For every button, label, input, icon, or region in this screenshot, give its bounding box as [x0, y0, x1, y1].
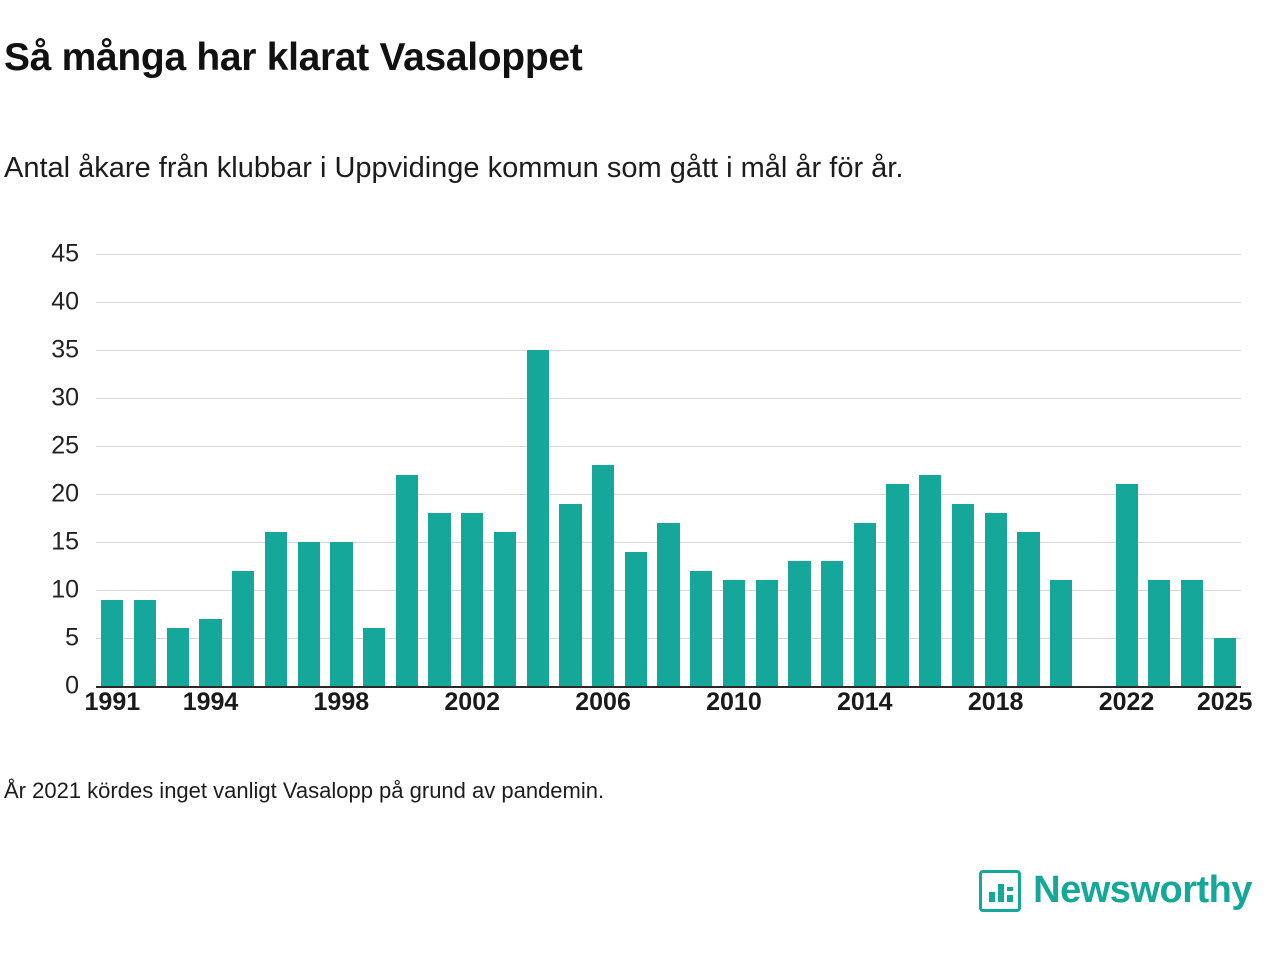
- bar-slot: [554, 254, 587, 686]
- bar: [1017, 532, 1039, 686]
- bar: [363, 628, 385, 686]
- x-tick-label: 2014: [836, 688, 893, 716]
- bar: [625, 552, 647, 686]
- y-tick-label: 30: [51, 383, 79, 412]
- bar-slot: [292, 254, 325, 686]
- bar: [756, 580, 778, 686]
- bar-slot: [1012, 254, 1045, 686]
- x-tick-label: 2002: [444, 688, 501, 716]
- bar-slot: [358, 254, 391, 686]
- bar: [690, 571, 712, 686]
- x-tick-label: 2006: [575, 688, 631, 716]
- bar-slot: [816, 254, 849, 686]
- bar: [1148, 580, 1170, 686]
- bar: [232, 571, 254, 686]
- bar-slot: [260, 254, 293, 686]
- bar-slot: [96, 254, 129, 686]
- bar: [101, 600, 123, 686]
- bar-slot: [881, 254, 914, 686]
- bar-slot: [521, 254, 554, 686]
- x-tick-label: 2025: [1196, 688, 1253, 716]
- y-tick-label: 15: [51, 527, 79, 556]
- bar-slot: [1143, 254, 1176, 686]
- bar: [396, 475, 418, 686]
- x-tick-label: 1998: [313, 688, 370, 716]
- bar-slot: [652, 254, 685, 686]
- x-tick-label: 1991: [84, 688, 141, 716]
- bar-slot: [718, 254, 751, 686]
- x-tick-label: 2018: [967, 688, 1024, 716]
- bar: [559, 504, 581, 686]
- x-axis-ticks: [84, 688, 1253, 728]
- bar-slot: [783, 254, 816, 686]
- bar-slot: [914, 254, 947, 686]
- bar-slot: [423, 254, 456, 686]
- bar: [461, 513, 483, 686]
- bar: [657, 523, 679, 686]
- bar: [592, 465, 614, 686]
- y-tick-label: 45: [51, 239, 79, 268]
- bar-slot: [325, 254, 358, 686]
- chart-footnote: År 2021 kördes inget vanligt Vasalopp på grund av pandemin.: [4, 778, 605, 803]
- y-tick-label: 20: [51, 479, 79, 508]
- bar: [265, 532, 287, 686]
- bar-slot: [194, 254, 227, 686]
- bar: [428, 513, 450, 686]
- y-tick-label: 0: [65, 671, 79, 700]
- bar-slot: [620, 254, 653, 686]
- bar-slot: [947, 254, 980, 686]
- brand-logo: [979, 869, 1252, 912]
- bar: [886, 484, 908, 686]
- bar: [330, 542, 352, 686]
- plot-area: [51, 236, 1241, 700]
- bar-series: [96, 254, 1241, 686]
- bar-slot: [1110, 254, 1143, 686]
- bar-slot: [1078, 254, 1111, 686]
- bar: [952, 504, 974, 686]
- x-tick-label: 1994: [182, 688, 239, 716]
- bar: [723, 580, 745, 686]
- bar: [167, 628, 189, 686]
- bar: [919, 475, 941, 686]
- bar: [298, 542, 320, 686]
- x-tick-label: 2022: [1098, 688, 1155, 716]
- bar-slot: [685, 254, 718, 686]
- bar-slot: [227, 254, 260, 686]
- bar: [985, 513, 1007, 686]
- bar: [1116, 484, 1138, 686]
- bar: [788, 561, 810, 686]
- bar: [199, 619, 221, 686]
- bar-slot: [1176, 254, 1209, 686]
- y-tick-label: 35: [51, 335, 79, 364]
- bar-slot: [161, 254, 194, 686]
- bar-slot: [750, 254, 783, 686]
- bar: [1050, 580, 1072, 686]
- bar-slot: [456, 254, 489, 686]
- bar-slot: [1045, 254, 1078, 686]
- page-title: Så många har klarat Vasaloppet: [4, 36, 583, 79]
- bar: [854, 523, 876, 686]
- y-tick-label: 10: [51, 575, 79, 604]
- bar-slot: [390, 254, 423, 686]
- bar: [494, 532, 516, 686]
- bar-slot: [1208, 254, 1241, 686]
- bar: [1181, 580, 1203, 686]
- chart: [0, 218, 1253, 718]
- x-tick-label: 2010: [706, 688, 762, 716]
- y-tick-label: 5: [65, 623, 79, 652]
- bar: [527, 350, 549, 686]
- page-subtitle: Antal åkare från klubbar i Uppvidinge kommun som gått i mål år för år.: [4, 152, 904, 184]
- bar-slot: [849, 254, 882, 686]
- bar: [134, 600, 156, 686]
- brand-name: Newsworthy: [1033, 869, 1252, 911]
- bar-slot: [489, 254, 522, 686]
- bar-slot: [587, 254, 620, 686]
- y-tick-label: 40: [51, 287, 79, 316]
- y-tick-label: 25: [51, 431, 79, 460]
- bar-slot: [129, 254, 162, 686]
- bar: [1214, 638, 1236, 686]
- bar-slot: [979, 254, 1012, 686]
- bar: [821, 561, 843, 686]
- bar-chart-icon: [979, 870, 1021, 912]
